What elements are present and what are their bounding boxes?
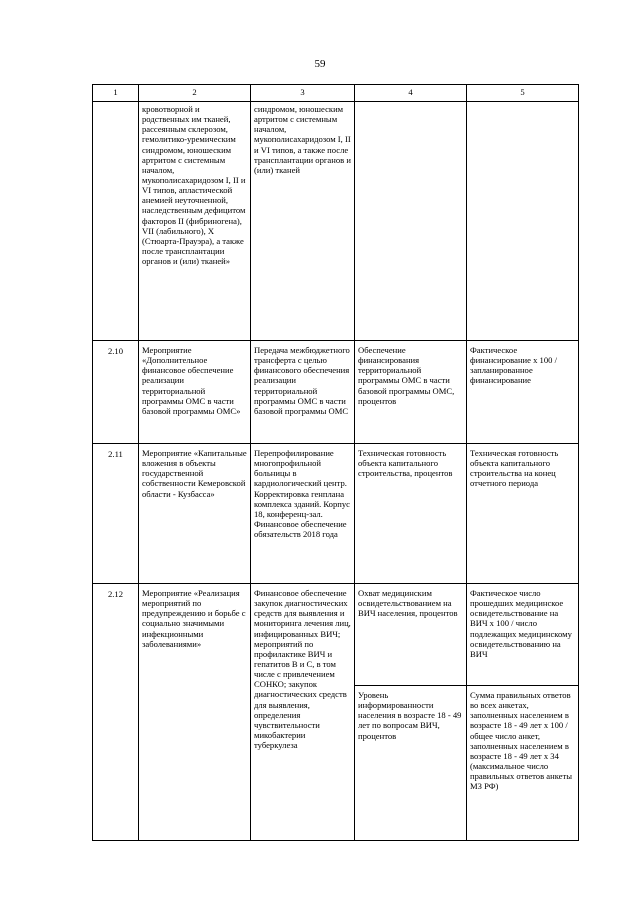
measure-name-cell: Мероприятие «Дополнительное финансовое обеспечение реализации территориальной программы ОМС в части базовой программы ОМС» — [139, 341, 251, 444]
column-number: 4 — [355, 85, 467, 102]
formula-cell — [467, 102, 579, 341]
row-number — [93, 102, 139, 341]
measure-name-cell: Мероприятие «Капитальные вложения в объекты государственной собственности Кемеровской области - Кузбасса» — [139, 444, 251, 584]
measure-content-cell: Финансовое обеспечение закупок диагностических средств для выявления и мониторинга лечения лиц, инфицированных ВИЧ; мероприятий по профилактике ВИЧ и гепатитов B и C, в том числе с привлечением СОНКО; закупок диагностических средств для выявления, определения чувствительности микобактерии туберкулеза — [251, 584, 355, 841]
column-number: 5 — [467, 85, 579, 102]
formula-cell — [467, 584, 579, 841]
formula-cell: Фактическое финансирование x 100 / запланированное финансирование — [467, 341, 579, 444]
column-number: 1 — [93, 85, 139, 102]
table-row — [93, 444, 579, 584]
table-row — [93, 584, 579, 841]
measure-name-cell: Мероприятие «Реализация мероприятий по предупреждению и борьбе с социально значимыми инфекционными заболеваниями» — [139, 584, 251, 841]
indicator-cell: Техническая готовность объекта капитального строительства, процентов — [355, 444, 467, 584]
column-number: 2 — [139, 85, 251, 102]
table-row — [93, 341, 579, 444]
indicator-cell: Обеспечение финансирования территориальной программы ОМС в части базовой программы ОМС, процентов — [355, 341, 467, 444]
indicator-split — [355, 584, 466, 743]
measure-content-cell: синдромом, юношеским артритом с системным началом, мукополисахаридозом I, II и VI типов, а также после трансплантации органов и (или) тканей — [251, 102, 355, 341]
indicator-hiv-awareness: Уровень информированности населения в возрасте 18 - 49 лет по вопросам ВИЧ, процентов — [355, 685, 466, 743]
row-number: 2.12 — [93, 584, 139, 841]
measure-name-cell: кровотворной и родственных им тканей, рассеянным склерозом, гемолитико-уремическим синдромом, юношеским артритом с системным началом, мукополисахаридозом I, II и VI типов, апластической анемией неуточненной, наследственным дефицитом факторов II (фибриногена), VII (лабильного), X (Стюарта-Прауэра), а также после трансплантации органов и (или) тканей» — [139, 102, 251, 341]
formula-cell: Техническая готовность объекта капитального строительства на конец отчетного периода — [467, 444, 579, 584]
formula-hiv-coverage: Фактическое число прошедших медицинское освидетельствование на ВИЧ x 100 / число подлежащих медицинскому освидетельствованию на ВИЧ — [470, 588, 572, 659]
indicator-hiv-coverage: Охват медицинским освидетельствованием на ВИЧ населения, процентов — [358, 588, 458, 619]
page-number: 59 — [314, 58, 326, 70]
indicator-cell — [355, 584, 467, 841]
measure-content-cell: Передача межбюджетного трансферта с целью финансового обеспечения реализации территориальной программы ОМС в части базовой программы ОМС — [251, 341, 355, 444]
measure-content-cell: Перепрофилирование многопрофильной больницы в кардиологический центр. Корректировка генплана комплекса зданий. Корпус 18, конференц-зал. Финансовое обеспечение обязательств 2018 года — [251, 444, 355, 584]
measures-table — [92, 84, 579, 841]
formula-hiv-awareness: Сумма правильных ответов во всех анкетах, заполненных населением в возрасте 18 - 49 лет x 100 / общее число анкет, заполненных населением в возрасте 18 - 49 лет x 34 (максимальное число правильных ответов анкеты МЗ РФ) — [467, 685, 578, 793]
column-number-row — [93, 85, 579, 102]
table-row — [93, 102, 579, 341]
formula-split — [467, 584, 578, 793]
column-number: 3 — [251, 85, 355, 102]
row-number: 2.10 — [93, 341, 139, 444]
row-number: 2.11 — [93, 444, 139, 584]
indicator-cell — [355, 102, 467, 341]
